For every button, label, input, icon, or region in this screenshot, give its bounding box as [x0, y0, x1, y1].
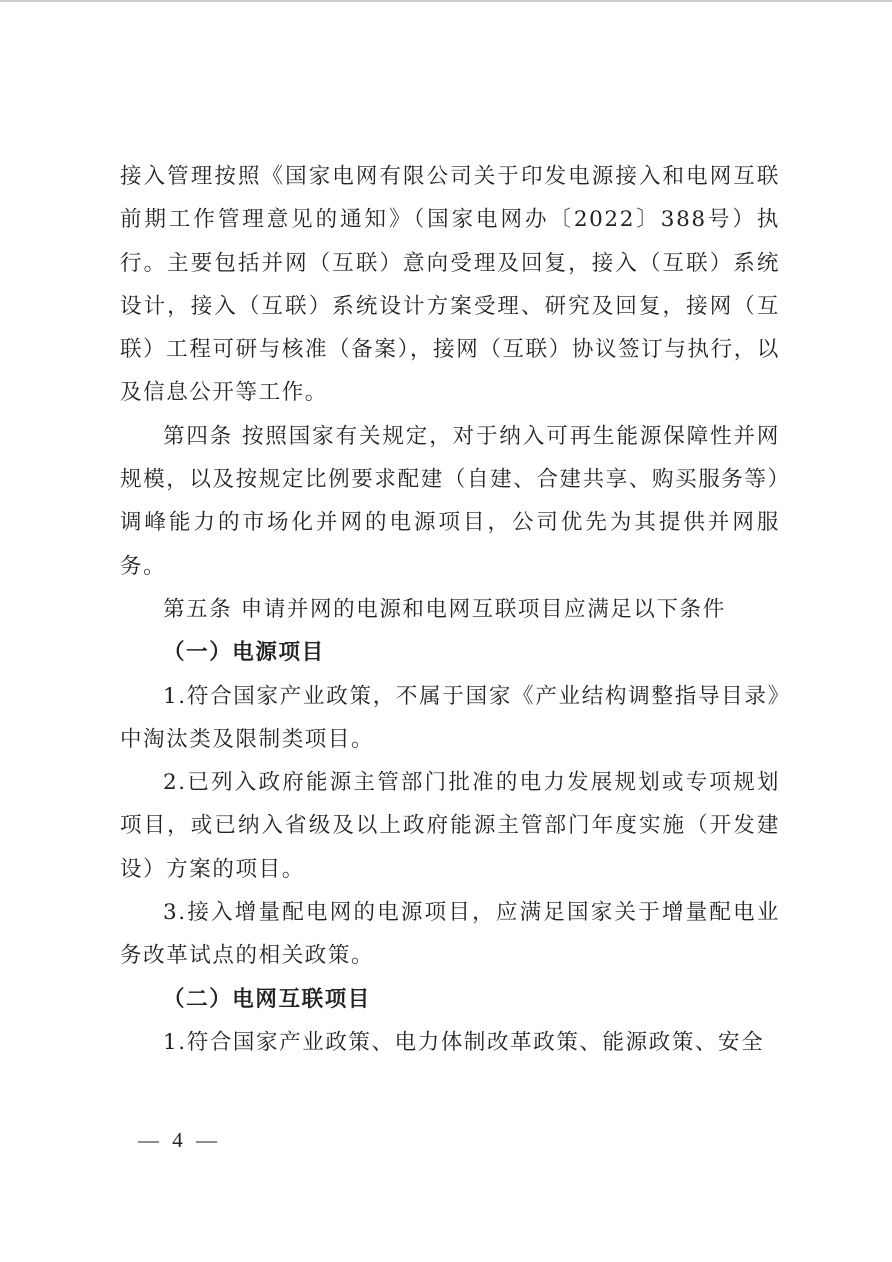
paragraph-condition-1: 1.符合国家产业政策，不属于国家《产业结构调整指导目录》中淘汰类及限制类项目。	[120, 683, 780, 752]
heading-grid-interconnection-projects: （二）电网互联项目	[163, 986, 371, 1012]
body-text	[120, 155, 780, 1064]
paragraph-article-5: 第五条 申请并网的电源和电网互联项目应满足以下条件	[163, 596, 726, 622]
paragraph-article-4: 第四条 按照国家有关规定，对于纳入可再生能源保障性并网规模，以及按规定比例要求配建（自建、合建共享、购买服务等）调峰能力的市场化并网的电源项目，公司优先为其提供并网服务。	[120, 423, 780, 579]
heading-power-projects: （一）电源项目	[163, 640, 325, 666]
paragraph-condition-2: 2.已列入政府能源主管部门批准的电力发展规划或专项规划项目，或已纳入省级及以上政府能源主管部门年度实施（开发建设）方案的项目。	[120, 770, 780, 882]
page-top-border	[0, 0, 892, 2]
paragraph-condition-3: 3.接入增量配电网的电源项目，应满足国家关于增量配电业务改革试点的相关政策。	[120, 900, 780, 969]
page-number: — 4 —	[138, 1128, 221, 1152]
paragraph-access-management: 接入管理按照《国家电网有限公司关于印发电源接入和电网互联前期工作管理意见的通知》（国家电网办〔2022〕388号）执行。主要包括并网（互联）意向受理及回复，接入（互联）系统设计，接入（互联）系统设计方案受理、研究及回复，接网（互联）工程可研与核准（备案），接网（互联）协议签订与执行，以及信息公开等工作。	[120, 164, 780, 406]
paragraph-grid-condition-1: 1.符合国家产业政策、电力体制改革政策、能源政策、安全	[163, 1029, 765, 1055]
